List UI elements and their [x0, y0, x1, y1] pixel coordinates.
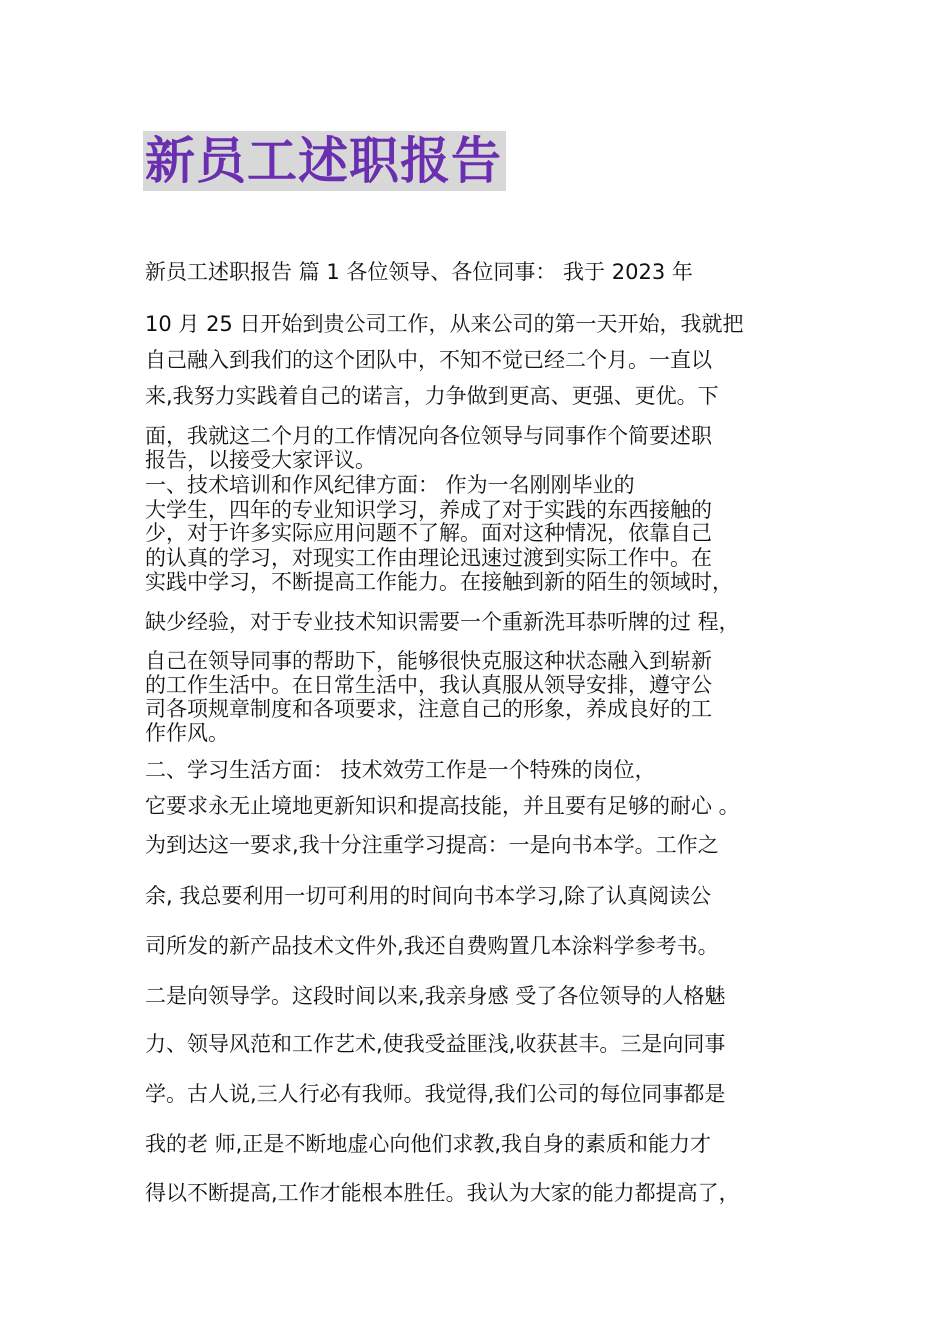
body-line: 司所发的新产品技术文件外,我还自费购置几本涂料学参考书。: [145, 934, 719, 958]
body-line: 司各项规章制度和各项要求，注意自己的形象，养成良好的工: [145, 697, 712, 721]
body-line: 10 月 25 日开始到贵公司工作，从来公司的第一天开始，我就把: [145, 312, 744, 336]
body-line: 得以不断提高,工作才能根本胜任。我认为大家的能力都提高了，: [145, 1181, 740, 1205]
body-line: 二是向领导学。这段时间以来,我亲身感 受了各位领导的人格魅: [145, 984, 726, 1008]
body-line: 面，我就这二个月的工作情况向各位领导与同事作个简要述职: [145, 424, 712, 448]
body-line: 的工作生活中。在日常生活中，我认真服从领导安排，遵守公: [145, 673, 712, 697]
body-line: 学。古人说,三人行必有我师。我觉得,我们公司的每位同事都是: [145, 1082, 726, 1106]
document-title: 新员工述职报告: [145, 132, 502, 190]
body-line: 的认真的学习，对现实工作由理论迅速过渡到实际工作中。在: [145, 546, 712, 570]
body-line: 力、领导风范和工作艺术,使我受益匪浅,收获甚丰。三是向同事: [145, 1032, 726, 1056]
body-line: 缺少经验，对于专业技术知识需要一个重新洗耳恭听牌的过 程，: [145, 610, 740, 634]
body-line: 作作风。: [145, 721, 229, 745]
body-line: 它要求永无止境地更新知识和提高技能，并且要有足够的耐心 。: [145, 794, 740, 818]
title-highlight: [143, 131, 506, 191]
body-line: 自己在领导同事的帮助下，能够很快克服这种状态融入到崭新: [145, 649, 712, 673]
body-line: 我的老 师,正是不断地虚心向他们求教,我自身的素质和能力才: [145, 1132, 712, 1156]
body-line: 大学生，四年的专业知识学习，养成了对于实践的东西接触的: [145, 498, 712, 522]
body-line: 实践中学习，不断提高工作能力。在接触到新的陌生的领域时，: [145, 570, 733, 594]
body-line: 为到达这一要求,我十分注重学习提高：一是向书本学。工作之: [145, 833, 719, 857]
body-line: 余, 我总要利用一切可利用的时间向书本学习,除了认真阅读公: [145, 884, 712, 908]
body-line: 二、学习生活方面： 技术效劳工作是一个特殊的岗位，: [145, 758, 656, 782]
body-line: 来,我努力实践着自己的诺言，力争做到更高、更强、更优。下: [145, 384, 719, 408]
body-line: 自己融入到我们的这个团队中，不知不觉已经二个月。一直以: [145, 348, 712, 372]
body-line: 新员工述职报告 篇 1 各位领导、各位同事： 我于 2023 年: [145, 260, 693, 284]
body-line: 报告，以接受大家评议。: [145, 448, 376, 472]
body-line: 少，对于许多实际应用问题不了解。面对这种情况，依靠自己: [145, 521, 712, 545]
body-line: 一、技术培训和作风纪律方面： 作为一名刚刚毕业的: [145, 473, 635, 497]
